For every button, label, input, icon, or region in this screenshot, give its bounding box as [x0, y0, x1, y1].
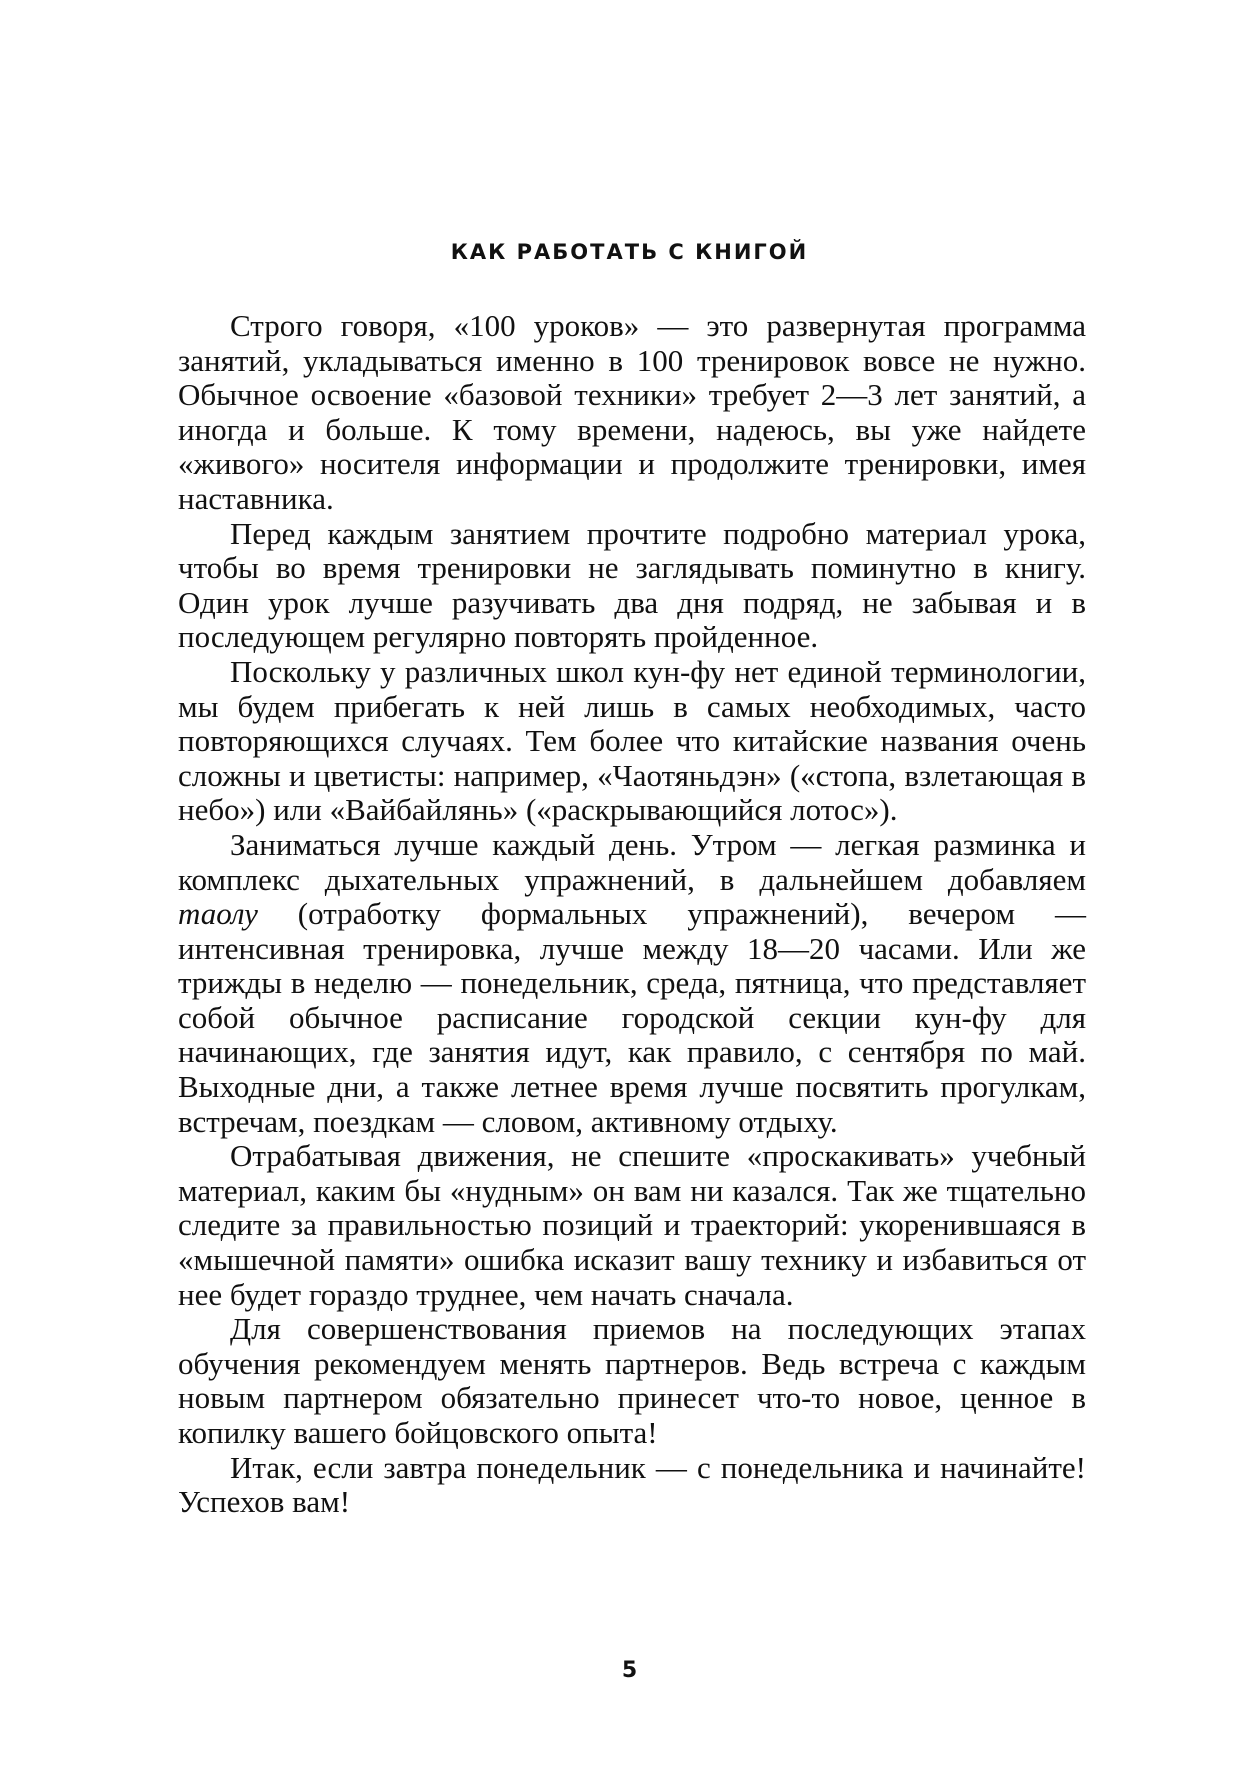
paragraph-text: Заниматься лучше каждый день. Утром — легкая разминка и комплекс дыхательных упражнений, в дальнейшем добавляем [178, 826, 1086, 897]
paragraph-text: Перед каждым занятием прочтите подробно материал урока, чтобы во время тренировки не заглядывать поминутно в книгу. Один урок лучше разучивать два дня подряд, не забывая и в последующем регулярно повторять пройденное. [178, 515, 1086, 655]
paragraph-text: (отработку формальных упражнений), вечером — интенсивная тренировка, лучше между 18—20 часами. Или же трижды в неделю — понедельник, среда, пятница, что представляет собой обычное расписание городской секции кун-фу для начинающих, где занятия идут, как правило, с сентября по май. Выходные дни, а также летнее время лучше посвятить прогулкам, встречам, поездкам — словом, активному отдыху. [178, 896, 1086, 1139]
paragraph [178, 655, 1086, 828]
body-text [178, 309, 1086, 1520]
paragraph [178, 309, 1086, 517]
chapter-heading: КАК РАБОТАТЬ С КНИГОЙ [450, 240, 809, 264]
italic-term: таолу [178, 896, 258, 932]
paragraph-text: Отрабатывая движения, не спешите «проскакивать» учебный материал, каким бы «нудным» он вам ни казался. Так же тщательно следите за правильностью позиций и траекторий: укоренившаяся в «мышечной памяти» ошибка исказит вашу технику и избавиться от нее будет гораздо труднее, чем начать сначала. [178, 1138, 1086, 1312]
paragraph [178, 1139, 1086, 1312]
paragraph-text: Для совершенствования приемов на последующих этапах обучения рекомендуем менять партнеров. Ведь встреча с каждым новым партнером обязательно принесет что-то новое, ценное в копилку вашего бойцовского опыта! [178, 1311, 1086, 1450]
page-number: 5 [621, 1658, 638, 1683]
paragraph-text: Итак, если завтра понедельник — с понедельника и начинайте! Успехов вам! [178, 1449, 1086, 1520]
paragraph [178, 828, 1086, 1139]
paragraph [178, 517, 1086, 655]
paragraph [178, 1312, 1086, 1450]
paragraph-text: Строго говоря, «100 уроков» — это развернутая программа занятий, укладываться именно в 100 тренировок вовсе не нужно. Обычное освоение «базовой техники» требует 2—3 лет занятий, а иногда и больше. К тому времени, надеюсь, вы уже найдете «живого» носителя информации и продолжите тренировки, имея наставника. [178, 308, 1086, 516]
paragraph [178, 1451, 1086, 1520]
paragraph-text: Поскольку у различных школ кун-фу нет единой терминологии, мы будем прибегать к ней лишь в самых необходимых, часто повторяющихся случаях. Тем более что китайские названия очень сложны и цветисты: например, «Чаотяньдэн» («стопа, взлетающая в небо») или «Вайбайлянь» («раскрывающийся лотос»). [178, 653, 1086, 828]
